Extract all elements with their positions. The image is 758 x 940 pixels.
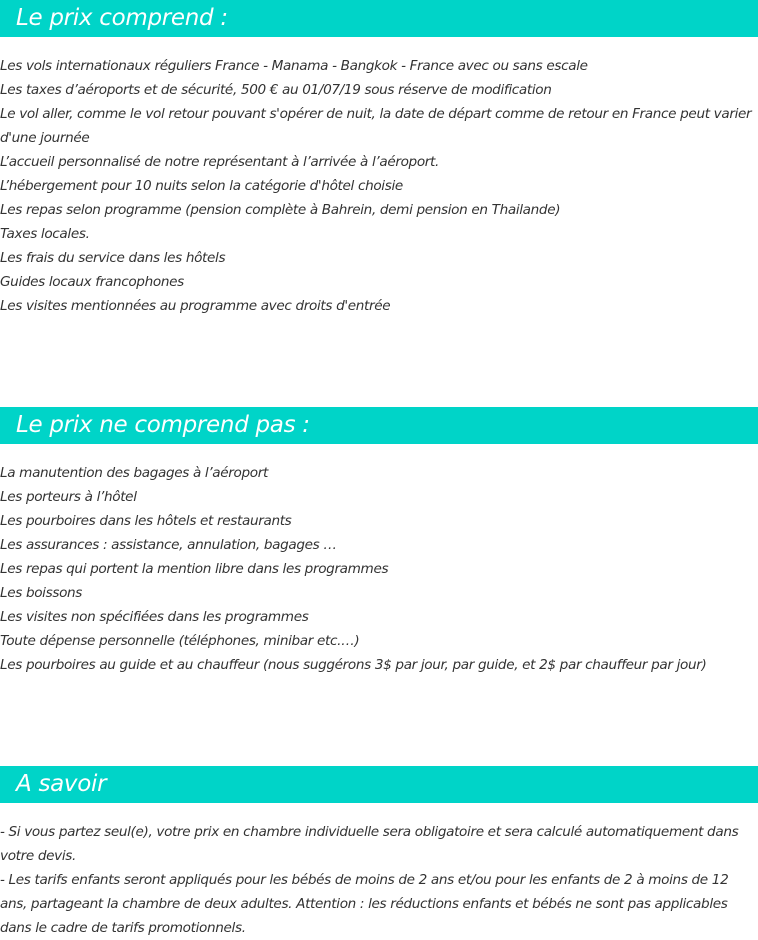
list-item: L’accueil personnalisé de notre représentant à l’arrivée à l’aéroport. <box>0 154 439 170</box>
list-item: Les visites non spécifiées dans les programmes <box>0 609 309 625</box>
list-item: Les repas selon programme (pension complète à Bahrein, demi pension en Thailande) <box>0 202 561 218</box>
list-item: Guides locaux francophones <box>0 274 184 290</box>
included-list <box>0 54 758 318</box>
list-item: Les frais du service dans les hôtels <box>0 250 226 266</box>
excluded-list <box>0 461 758 677</box>
list-item: Les pourboires au guide et au chauffeur (nous suggérons 3$ par jour, par guide, et 2$ par chauffeur par jour) <box>0 657 707 673</box>
list-item: Les vols internationaux réguliers France - Manama - Bangkok - France avec ou sans escale <box>0 58 588 74</box>
list-item: Toute dépense personnelle (téléphones, minibar etc.…) <box>0 633 360 649</box>
list-item: Taxes locales. <box>0 226 90 242</box>
list-item: La manutention des bagages à l’aéroport <box>0 465 268 481</box>
excluded-section-title: Le prix ne comprend pas : <box>0 407 758 444</box>
included-section-title: Le prix comprend : <box>0 0 758 37</box>
list-item: Les visites mentionnées au programme avec droits d'entrée <box>0 298 391 314</box>
list-item: - Les tarifs enfants seront appliqués pour les bébés de moins de 2 ans et/ou pour les enfants de 2 à moins de 12 ans, partageant la chambre de deux adultes. Attention : les réductions enfants et bébés ne sont pas applicables dans le cadre de tarifs promotionnels. <box>0 872 729 936</box>
to-know-section-title: A savoir <box>0 766 758 803</box>
list-item: Les porteurs à l’hôtel <box>0 489 137 505</box>
list-item: Le vol aller, comme le vol retour pouvant s'opérer de nuit, la date de départ comme de retour en France peut varier d'une journée <box>0 106 752 146</box>
list-item: Les repas qui portent la mention libre dans les programmes <box>0 561 389 577</box>
list-item: - Si vous partez seul(e), votre prix en chambre individuelle sera obligatoire et sera calculé automatiquement dans votre devis. <box>0 824 739 864</box>
list-item: L’hébergement pour 10 nuits selon la catégorie d'hôtel choisie <box>0 178 403 194</box>
list-item: Les taxes d’aéroports et de sécurité, 500 € au 01/07/19 sous réserve de modification <box>0 82 552 98</box>
list-item: Les pourboires dans les hôtels et restaurants <box>0 513 292 529</box>
list-item: Les assurances : assistance, annulation, bagages … <box>0 537 337 553</box>
to-know-list <box>0 820 758 940</box>
list-item: Les boissons <box>0 585 83 601</box>
